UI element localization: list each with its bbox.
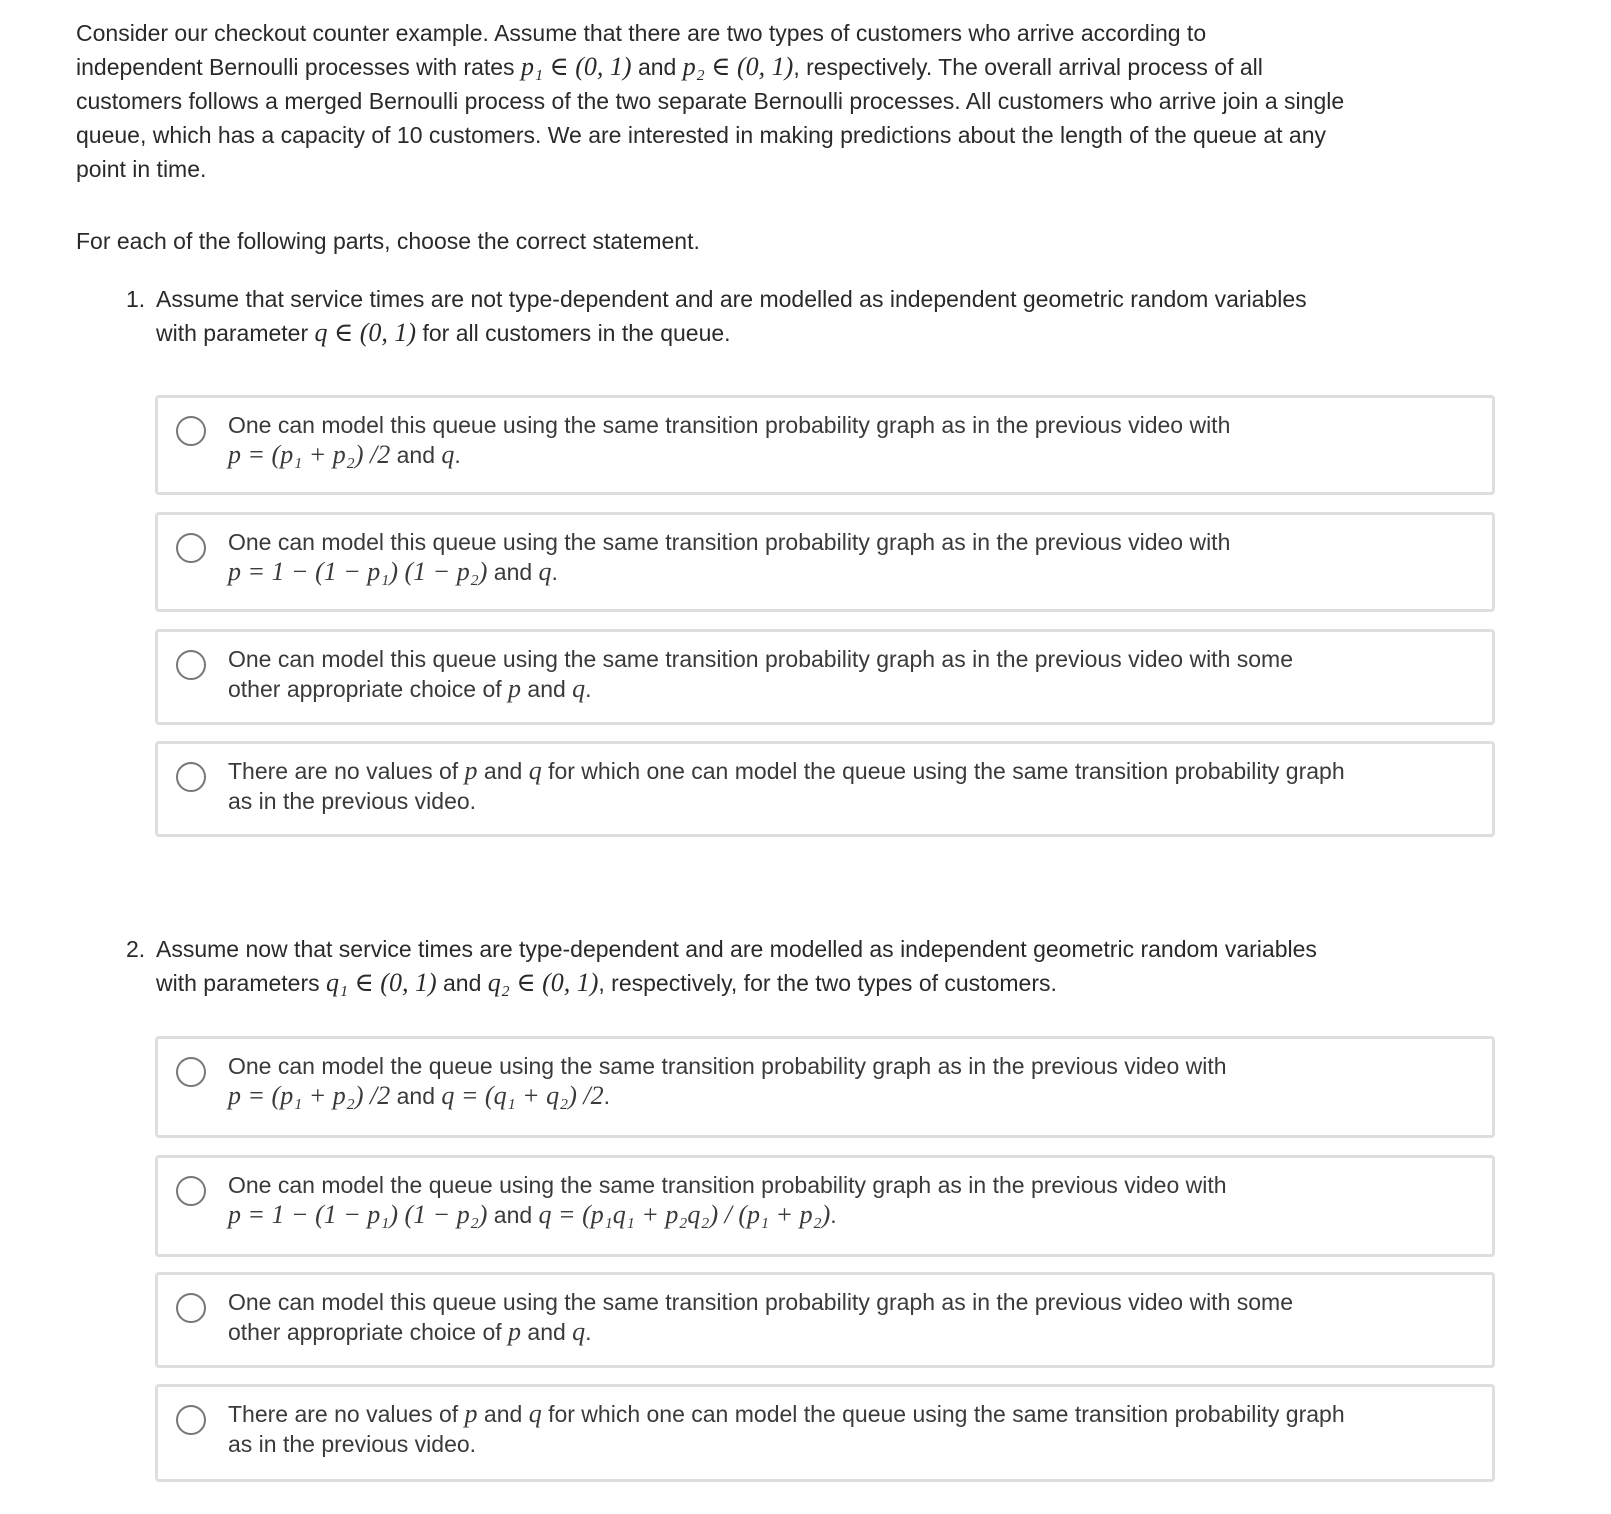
intro-line-1: Consider our checkout counter example. Assume that there are two types of customers who arrive according to [76, 20, 1207, 46]
radio-button[interactable] [176, 1405, 206, 1435]
q1-option-3[interactable]: One can model this queue using the same transition probability graph as in the previous video with some other appropriate choice of p and q. [155, 629, 1495, 725]
q2-option-4[interactable]: There are no values of p and q for which one can model the queue using the same transition probability graph as in the previous video. [155, 1384, 1495, 1482]
q1-option-4[interactable]: There are no values of p and q for which one can model the queue using the same transition probability graph as in the previous video. [155, 741, 1495, 837]
problem-statement [76, 16, 1536, 186]
question-number: 1. [126, 286, 146, 312]
question-number: 2. [126, 936, 146, 962]
question-text: Assume that service times are not type-dependent and are modelled as independent geometric random variables with parameter q ∈ (0, 1) for all customers in the queue. [156, 286, 1307, 347]
intro-line-5: point in time. [76, 156, 207, 182]
intro-line-2: independent Bernoulli processes with rates p₁ ∈ (0, 1) and p₂ ∈ (0, 1), respectively. The overall arrival process of all [76, 52, 1263, 81]
q1-option-2[interactable]: One can model this queue using the same transition probability graph as in the previous video with p = 1 − (1 − p₁) (1 − p₂) and q. [155, 512, 1495, 612]
question-text: Assume now that service times are type-dependent and are modelled as independent geometric random variables with parameters q₁ ∈ (0, 1) and q₂ ∈ (0, 1), respectively, for the two types of customers. [156, 936, 1317, 997]
radio-button[interactable] [176, 533, 206, 563]
math-p2: p₂ ∈ (0, 1) [682, 52, 794, 81]
radio-button[interactable] [176, 1293, 206, 1323]
instruction: For each of the following parts, choose the correct statement. [76, 228, 700, 254]
intro-line-4: queue, which has a capacity of 10 customers. We are interested in making predictions about the length of the queue at any [76, 122, 1327, 148]
radio-button[interactable] [176, 762, 206, 792]
q1-option-1[interactable]: One can model this queue using the same transition probability graph as in the previous video with p = (p₁ + p₂) /2 and q. [155, 395, 1495, 495]
radio-button[interactable] [176, 1057, 206, 1087]
question-1 [126, 282, 1506, 350]
question-2 [126, 932, 1506, 1000]
radio-button[interactable] [176, 1176, 206, 1206]
q2-option-2[interactable]: One can model the queue using the same transition probability graph as in the previous video with p = 1 − (1 − p₁) (1 − p₂) and q = (p₁q₁ + p₂q₂) / (p₁ + p₂). [155, 1155, 1495, 1257]
q2-option-3[interactable]: One can model this queue using the same transition probability graph as in the previous video with some other appropriate choice of p and q. [155, 1272, 1495, 1368]
intro-line-3: customers follows a merged Bernoulli process of the two separate Bernoulli processes. All customers who arrive join a single [76, 88, 1345, 114]
radio-button[interactable] [176, 416, 206, 446]
math-p1: p₁ ∈ (0, 1) [520, 52, 632, 81]
q2-option-1[interactable]: One can model the queue using the same transition probability graph as in the previous video with p = (p₁ + p₂) /2 and q = (q₁ + q₂) /2. [155, 1036, 1495, 1138]
radio-button[interactable] [176, 650, 206, 680]
